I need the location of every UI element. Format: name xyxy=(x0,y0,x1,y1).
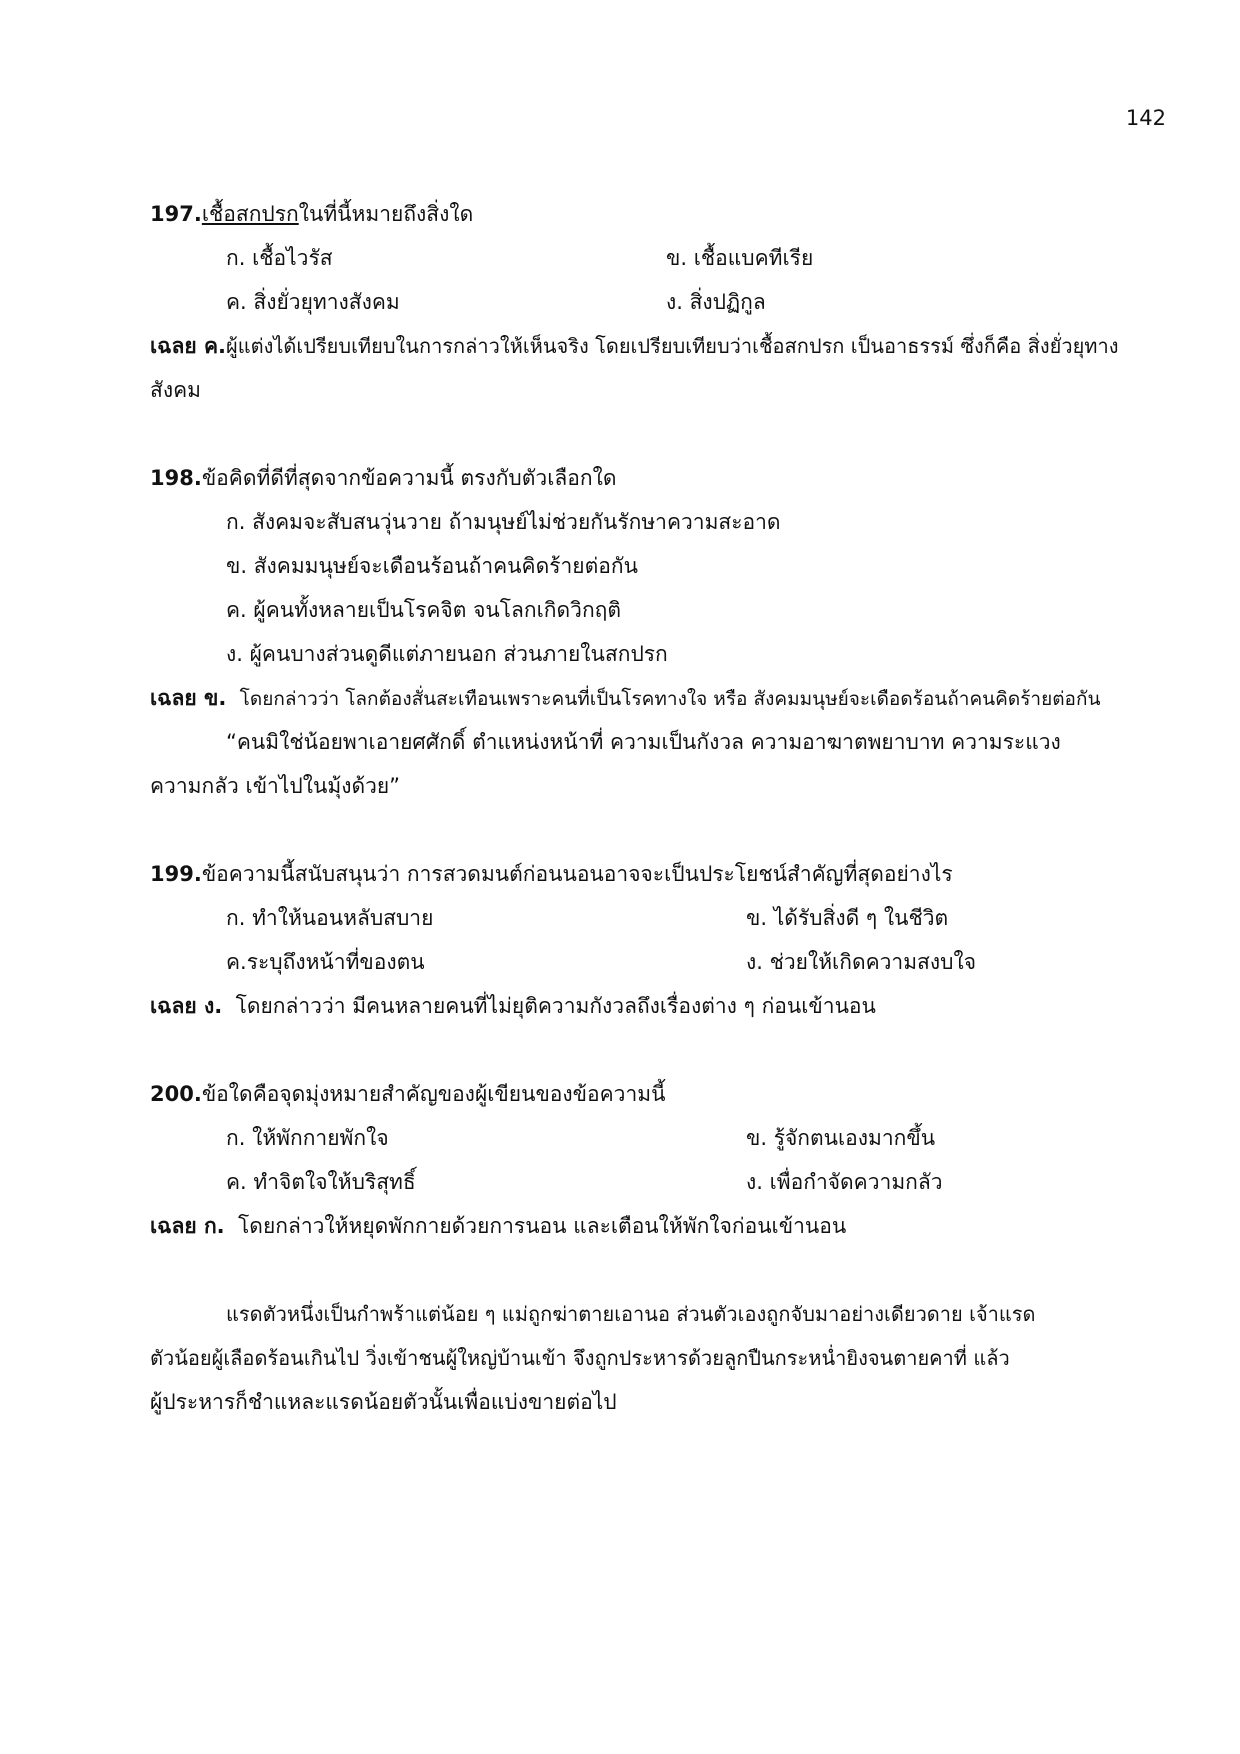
option-c: ค. ผู้คนทั้งหลายเป็นโรคจิต จนโลกเกิดวิกฤติ xyxy=(226,598,622,622)
question-197 xyxy=(150,192,1160,236)
answer-quote: “คนมิใช่น้อยพาเอายศศักดิ์ ตำแหน่งหน้าที่ ความเป็นกังวล ความอาฆาตพยาบาท ความระแวง xyxy=(226,730,1061,754)
option-d: ง. สิ่งปฏิกูล xyxy=(666,290,766,314)
options-row xyxy=(150,1160,1160,1204)
question-200 xyxy=(150,1072,1160,1116)
option-a: ก. ให้พักกายพักใจ xyxy=(226,1126,389,1150)
passage-line: ผู้ประหารก็ชำแหละแรดน้อยตัวนั้นเพื่อแบ่งขายต่อไป xyxy=(150,1390,617,1414)
option-c: ค. สิ่งยั่วยุทางสังคม xyxy=(226,290,400,314)
answer-label: เฉลย ค. xyxy=(150,334,226,358)
option-b: ข. สังคมมนุษย์จะเดือนร้อนถ้าคนคิดร้ายต่อกัน xyxy=(226,554,638,578)
answer-quote-continuation: ความกลัว เข้าไปในมุ้งด้วย” xyxy=(150,774,401,798)
option-a: ก. สังคมจะสับสนวุ่นวาย ถ้ามนุษย์ไม่ช่วยกันรักษาความสะอาด xyxy=(226,510,781,534)
option-b: ข. รู้จักตนเองมากขึ้น xyxy=(746,1126,936,1150)
answer-text: โดยกล่าวให้หยุดพักกายด้วยการนอน และเตือนให้พักใจก่อนเข้านอน xyxy=(238,1214,847,1238)
answer-label: เฉลย ง. xyxy=(150,994,223,1018)
option-d: ง. ช่วยให้เกิดความสงบใจ xyxy=(746,950,977,974)
question-number: 199. xyxy=(150,862,202,886)
option-d: ง. เพื่อกำจัดความกลัว xyxy=(746,1170,943,1194)
answer-198 xyxy=(150,676,1160,720)
options-row xyxy=(150,896,1160,940)
options-row xyxy=(150,1116,1160,1160)
question-text: ในที่นี้หมายถึงสิ่งใด xyxy=(298,202,474,226)
option-d: ง. ผู้คนบางส่วนดูดีแต่ภายนอก ส่วนภายในสกปรก xyxy=(226,642,668,666)
answer-200 xyxy=(150,1204,1160,1248)
options-row xyxy=(150,236,1160,280)
option-a: ก. ทำให้นอนหลับสบาย xyxy=(226,906,434,930)
question-number: 200. xyxy=(150,1082,202,1106)
options-row xyxy=(150,940,1160,984)
option-b: ข. เชื้อแบคทีเรีย xyxy=(666,246,814,270)
question-number: 197. xyxy=(150,202,202,226)
document-body xyxy=(150,192,1160,1424)
question-number: 198. xyxy=(150,466,202,490)
question-text: ข้อความนี้สนับสนุนว่า การสวดมนต์ก่อนนอนอาจจะเป็นประโยชน์สำคัญที่สุดอย่างไร xyxy=(201,862,953,886)
option-c: ค. ทำจิตใจให้บริสุทธิ์ xyxy=(226,1170,416,1194)
answer-label: เฉลย ก. xyxy=(150,1214,225,1238)
option-b: ข. ได้รับสิ่งดี ๆ ในชีวิต xyxy=(746,906,949,930)
options-row xyxy=(150,280,1160,324)
page-number: 142 xyxy=(1125,106,1166,130)
answer-text: โดยกล่าวว่า มีคนหลายคนที่ไม่ยุติความกังวลถึงเรื่องต่าง ๆ ก่อนเข้านอน xyxy=(235,994,876,1018)
option-a: ก. เชื้อไวรัส xyxy=(226,246,333,270)
question-term: เชื้อสกปรก xyxy=(201,202,299,226)
question-198 xyxy=(150,456,1160,500)
answer-label: เฉลย ข. xyxy=(150,686,227,710)
option-c: ค.ระบุถึงหน้าที่ของตน xyxy=(226,950,425,974)
answer-text: ผู้แต่งได้เปรียบเทียบในการกล่าวให้เห็นจริง โดยเปรียบเทียบว่าเชื้อสกปรก เป็นอาธรรม์ ซึ่งก็คือ สิ่งยั่วยุทาง xyxy=(226,334,1119,358)
answer-text: โดยกล่าวว่า โลกต้องสั่นสะเทือนเพราะคนที่เป็นโรคทางใจ หรือ สังคมมนุษย์จะเดือดร้อนถ้าคนคิดร้ายต่อกัน xyxy=(239,688,1101,710)
passage-line: ตัวน้อยผู้เลือดร้อนเกินไป วิ่งเข้าชนผู้ใหญ่บ้านเข้า จึงถูกประหารด้วยลูกปืนกระหน่ำยิงจนตายคาที่ แล้ว xyxy=(150,1346,1010,1370)
question-199 xyxy=(150,852,1160,896)
question-text: ข้อคิดที่ดีที่สุดจากข้อความนี้ ตรงกับตัวเลือกใด xyxy=(201,466,617,490)
answer-199 xyxy=(150,984,1160,1028)
answer-continuation: สังคม xyxy=(150,378,201,402)
answer-197 xyxy=(150,324,1160,368)
passage-line: แรดตัวหนึ่งเป็นกำพร้าแต่น้อย ๆ แม่ถูกฆ่าตายเอานอ ส่วนตัวเองถูกจับมาอย่างเดียวดาย เจ้าแรด xyxy=(226,1302,1036,1326)
question-text: ข้อใดคือจุดมุ่งหมายสำคัญของผู้เขียนของข้อความนี้ xyxy=(201,1082,666,1106)
